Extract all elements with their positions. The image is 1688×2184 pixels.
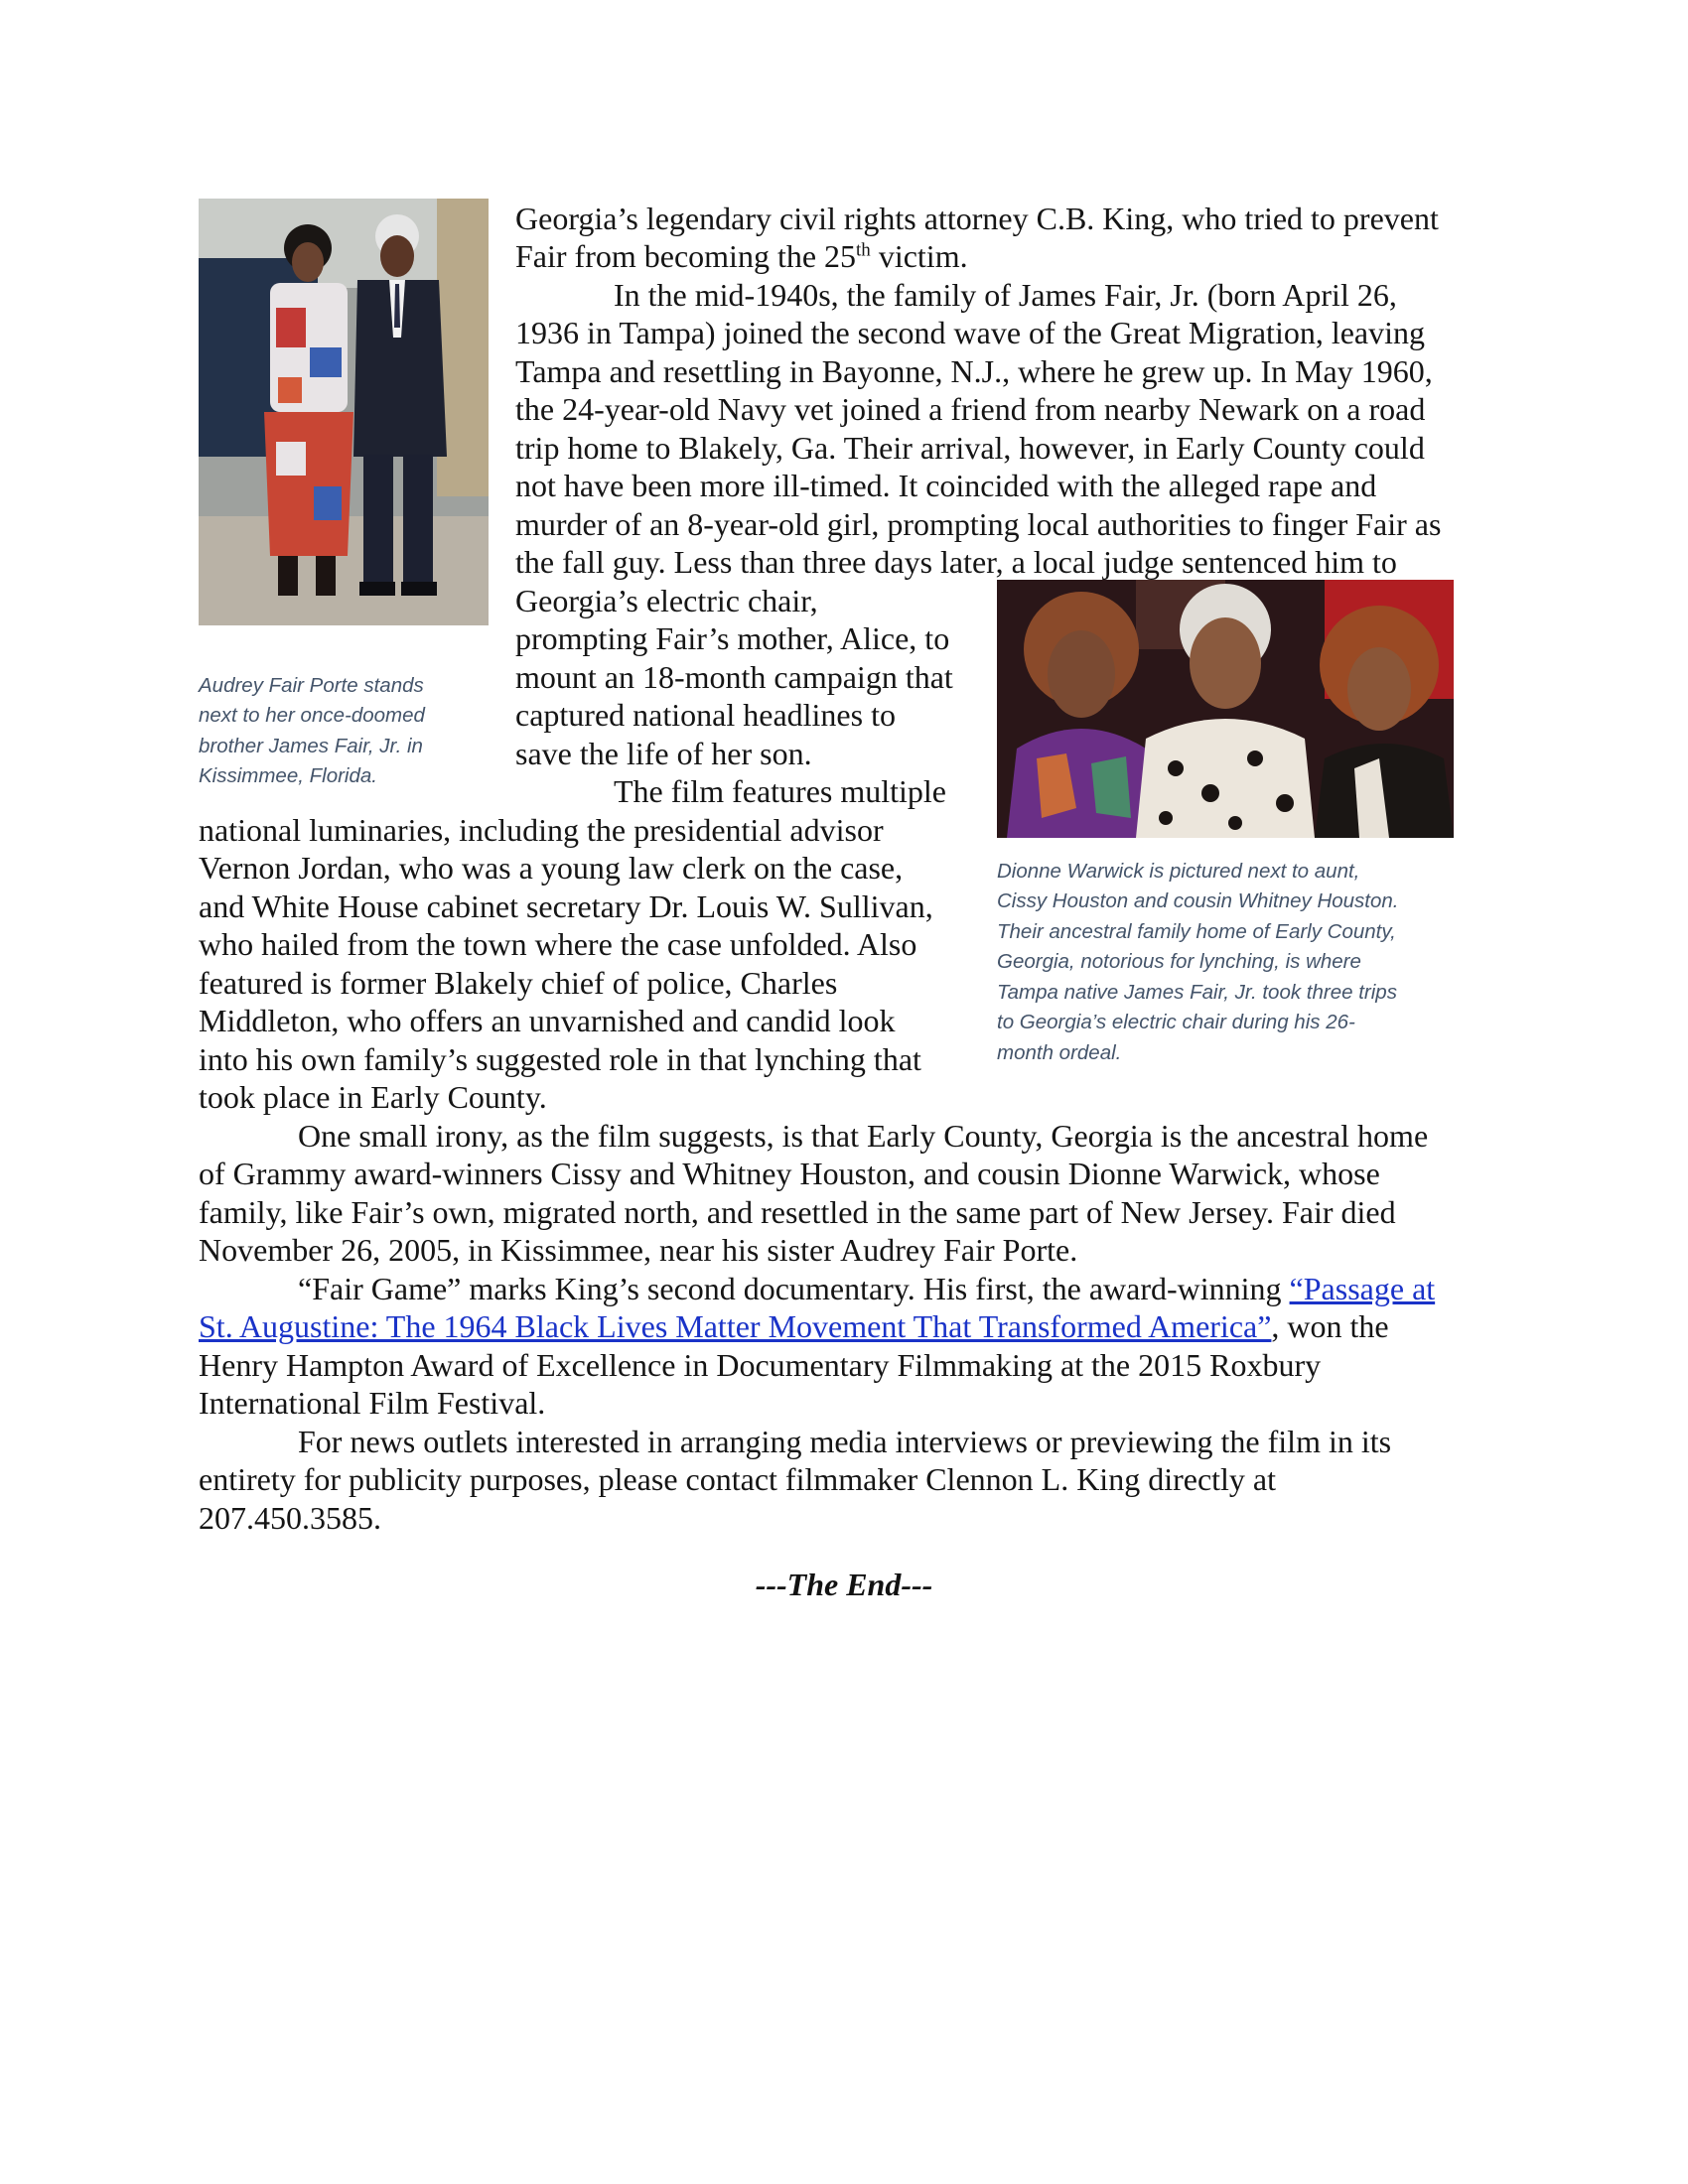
photo1-caption-line: next to her once-doomed — [199, 704, 425, 727]
body-line: 1936 in Tampa) joined the second wave of the Great Migration, leaving — [515, 315, 1426, 350]
the-end-heading: ---The End--- — [755, 1567, 933, 1602]
body-line: took place in Early County. — [199, 1079, 547, 1115]
body-line: Vernon Jordan, who was a young law clerk on the case, — [199, 850, 904, 886]
photo-audrey-and-james-fair — [199, 199, 489, 625]
photo2-caption-line: Tampa native James Fair, Jr. took three trips — [997, 981, 1397, 1004]
body-line: 207.450.3585. — [199, 1500, 381, 1536]
photo2-caption-line: Their ancestral family home of Early County, — [997, 920, 1396, 943]
body-line: The film features multiple — [614, 773, 946, 809]
photo2-caption-line: Cissy Houston and cousin Whitney Houston. — [997, 889, 1399, 912]
body-line: featured is former Blakely chief of police, Charles — [199, 965, 838, 1001]
photo1-caption-line: brother James Fair, Jr. in — [199, 735, 423, 757]
body-line — [298, 1270, 1435, 1307]
photo1-caption-line: Audrey Fair Porte stands — [199, 674, 424, 697]
body-line: not have been more ill-timed. It coincided with the alleged rape and — [515, 468, 1377, 503]
body-line: Henry Hampton Award of Excellence in Documentary Filmmaking at the 2015 Roxbury — [199, 1347, 1322, 1383]
body-line: Tampa and resettling in Bayonne, N.J., where he grew up. In May 1960, — [515, 353, 1433, 389]
body-line: save the life of her son. — [515, 736, 812, 771]
body-line: family, like Fair’s own, migrated north, and resettled in the same part of New Jersey. Fair died — [199, 1194, 1396, 1230]
body-line: In the mid-1940s, the family of James Fair, Jr. (born April 26, — [614, 277, 1397, 313]
body-line: mount an 18-month campaign that — [515, 659, 953, 695]
body-line: Georgia’s electric chair, — [515, 583, 818, 618]
body-line: national luminaries, including the presidential advisor — [199, 812, 884, 848]
body-line: murder of an 8-year-old girl, prompting local authorities to finger Fair as — [515, 506, 1442, 542]
passage-at-st-augustine-link[interactable]: St. Augustine: The 1964 Black Lives Matter Movement That Transformed America” — [199, 1308, 1272, 1344]
body-line: International Film Festival. — [199, 1385, 546, 1421]
body-text: Fair from becoming the 25 — [515, 238, 857, 274]
body-line: entirety for publicity purposes, please contact filmmaker Clennon L. King directly at — [199, 1461, 1277, 1497]
body-line: the fall guy. Less than three days later, a local judge sentenced him to — [515, 544, 1397, 580]
body-line: Georgia’s legendary civil rights attorney C.B. King, who tried to prevent — [515, 201, 1439, 236]
photo-warwick-houston — [997, 580, 1454, 838]
photo2-caption-line: to Georgia’s electric chair during his 26- — [997, 1011, 1355, 1033]
body-line: November 26, 2005, in Kissimmee, near his sister Audrey Fair Porte. — [199, 1232, 1078, 1268]
body-text: victim. — [870, 238, 968, 274]
body-line: Middleton, who offers an unvarnished and candid look — [199, 1003, 896, 1038]
body-line: captured national headlines to — [515, 697, 896, 733]
photo2-caption-line: Dionne Warwick is pictured next to aunt, — [997, 860, 1360, 883]
passage-at-st-augustine-link[interactable]: “Passage at — [1289, 1271, 1436, 1306]
body-line: and White House cabinet secretary Dr. Louis W. Sullivan, — [199, 888, 933, 924]
body-line — [515, 237, 968, 275]
body-line: the 24-year-old Navy vet joined a friend from nearby Newark on a road — [515, 391, 1426, 427]
photo1-caption-line: Kissimmee, Florida. — [199, 764, 377, 787]
body-text: “Fair Game” marks King’s second documentary. His first, the award-winning — [298, 1271, 1290, 1306]
body-line — [199, 1307, 1389, 1345]
body-line: who hailed from the town where the case unfolded. Also — [199, 926, 917, 962]
body-line: of Grammy award-winners Cissy and Whitney Houston, and cousin Dionne Warwick, whose — [199, 1156, 1380, 1191]
photo2-caption-line: Georgia, notorious for lynching, is where — [997, 950, 1361, 973]
body-line: prompting Fair’s mother, Alice, to — [515, 620, 950, 656]
body-line: For news outlets interested in arranging media interviews or previewing the film in its — [298, 1424, 1392, 1459]
body-line: into his own family’s suggested role in that lynching that — [199, 1041, 921, 1077]
body-text: , won the — [1271, 1308, 1389, 1344]
body-line: trip home to Blakely, Ga. Their arrival, however, in Early County could — [515, 430, 1425, 466]
body-line: One small irony, as the film suggests, is that Early County, Georgia is the ancestral home — [298, 1118, 1429, 1154]
photo2-caption-line: month ordeal. — [997, 1041, 1122, 1064]
ordinal-suffix: th — [856, 239, 871, 261]
